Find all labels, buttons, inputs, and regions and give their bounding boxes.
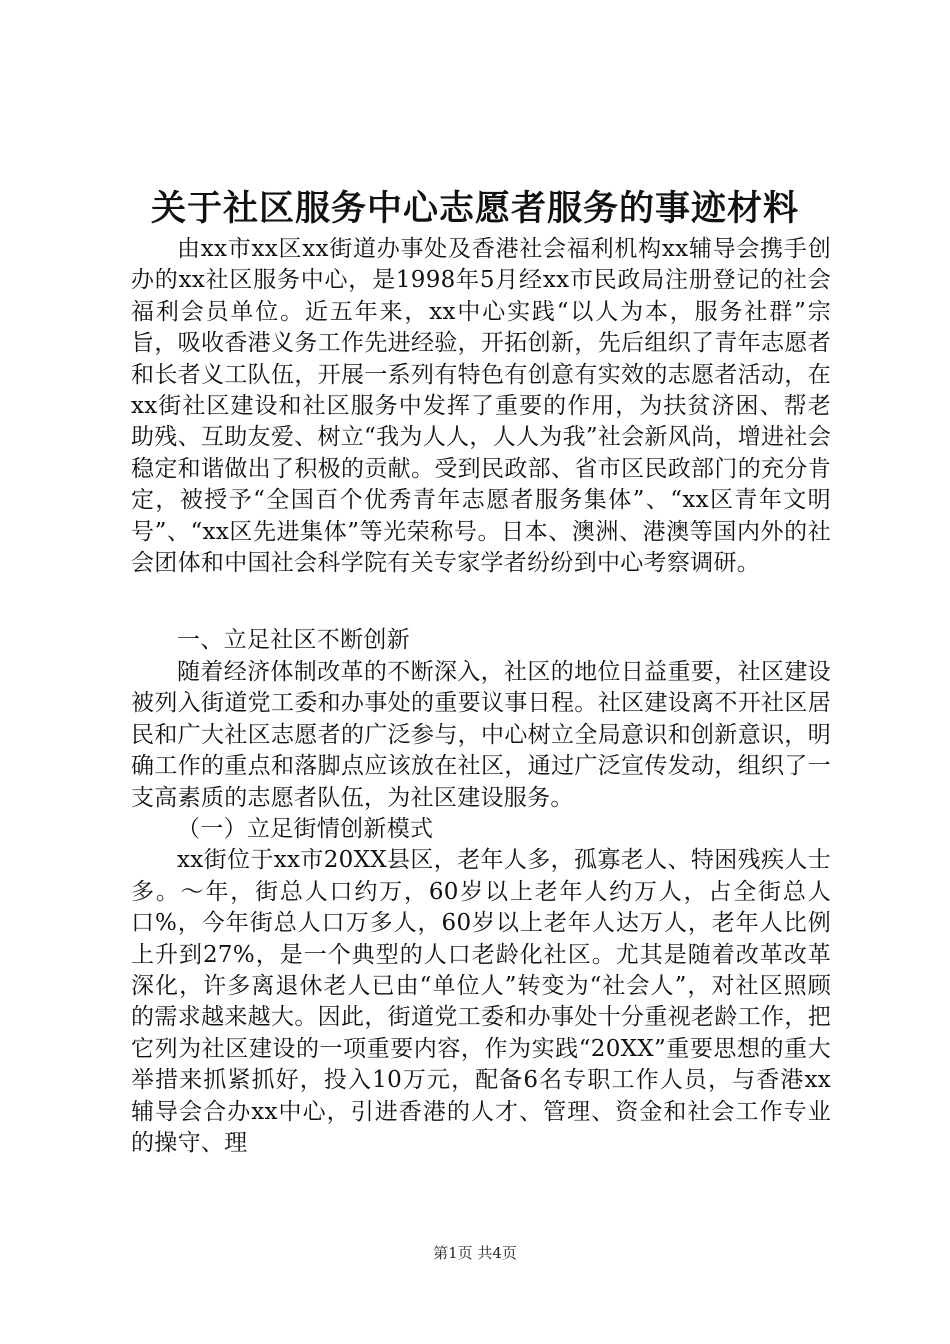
page-footer: 第1页 共4页 [433,1244,517,1262]
subsection-paragraph: xx街位于xx市20XX县区，老年人多，孤寡老人、特困残疾人士多。～年，街总人口约万，60岁以上老年人约万人，占全街总人口%，今年街总人口万多人，60岁以上老年人达万人，老年人比例上升到27%，是一个典型的人口老龄化社区。尤其是随着改革改革深化，许多离退休老人已由“单位人”转变为“社会人”，对社区照顾的需求越来越大。因此，街道党工委和办事处十分重视老龄工作，把它列为社区建设的一项重要内容，作为实践“20XX”重要思想的重大举措来抓紧抓好，投入10万元，配备6名专职工作人员，与香港xx辅导会合办xx中心，引进香港的人才、管理、资金和社会工作专业的操守、理 [131,847,831,1156]
paragraph-spacer [131,579,831,625]
subsection-heading: （一）立足街情创新模式 [177,815,434,842]
section-heading: 一、立足社区不断创新 [177,627,410,654]
intro-paragraph: 由xx市xx区xx街道办事处及香港社会福利机构xx辅导会携手创办的xx社区服务中心，是1998年5月经xx市民政局注册登记的社会福利会员单位。近五年来，xx中心实践“以人为本，服务社群”宗旨，吸收香港义务工作先进经验，开拓创新，先后组织了青年志愿者和长者义工队伍，开展一系列有特色有创意有实效的志愿者活动，在xx街社区建设和社区服务中发挥了重要的作用，为扶贫济困、帮老助残、互助友爱、树立“我为人人，人人为我”社会新风尚，增进社会稳定和谐做出了积极的贡献。受到民政部、省市区民政部门的充分肯定，被授予“全国百个优秀青年志愿者服务集体”、“xx区青年文明号”、“xx区先进集体”等光荣称号。日本、澳洲、港澳等国内外的社会团体和中国社会科学院有关专家学者纷纷到中心考察调研。 [131,236,831,577]
page-title: 关于社区服务中心志愿者服务的事迹材料 [150,188,799,229]
section-paragraph: 随着经济体制改革的不断深入，社区的地位日益重要，社区建设被列入街道党工委和办事处的重要议事日程。社区建设离不开社区居民和广大社区志愿者的广泛参与，中心树立全局意识和创新意识，明确工作的重点和落脚点应该放在社区，通过广泛宣传发动，组织了一支高素质的志愿者队伍，为社区建设服务。 [131,658,831,811]
document-body [131,234,831,1159]
